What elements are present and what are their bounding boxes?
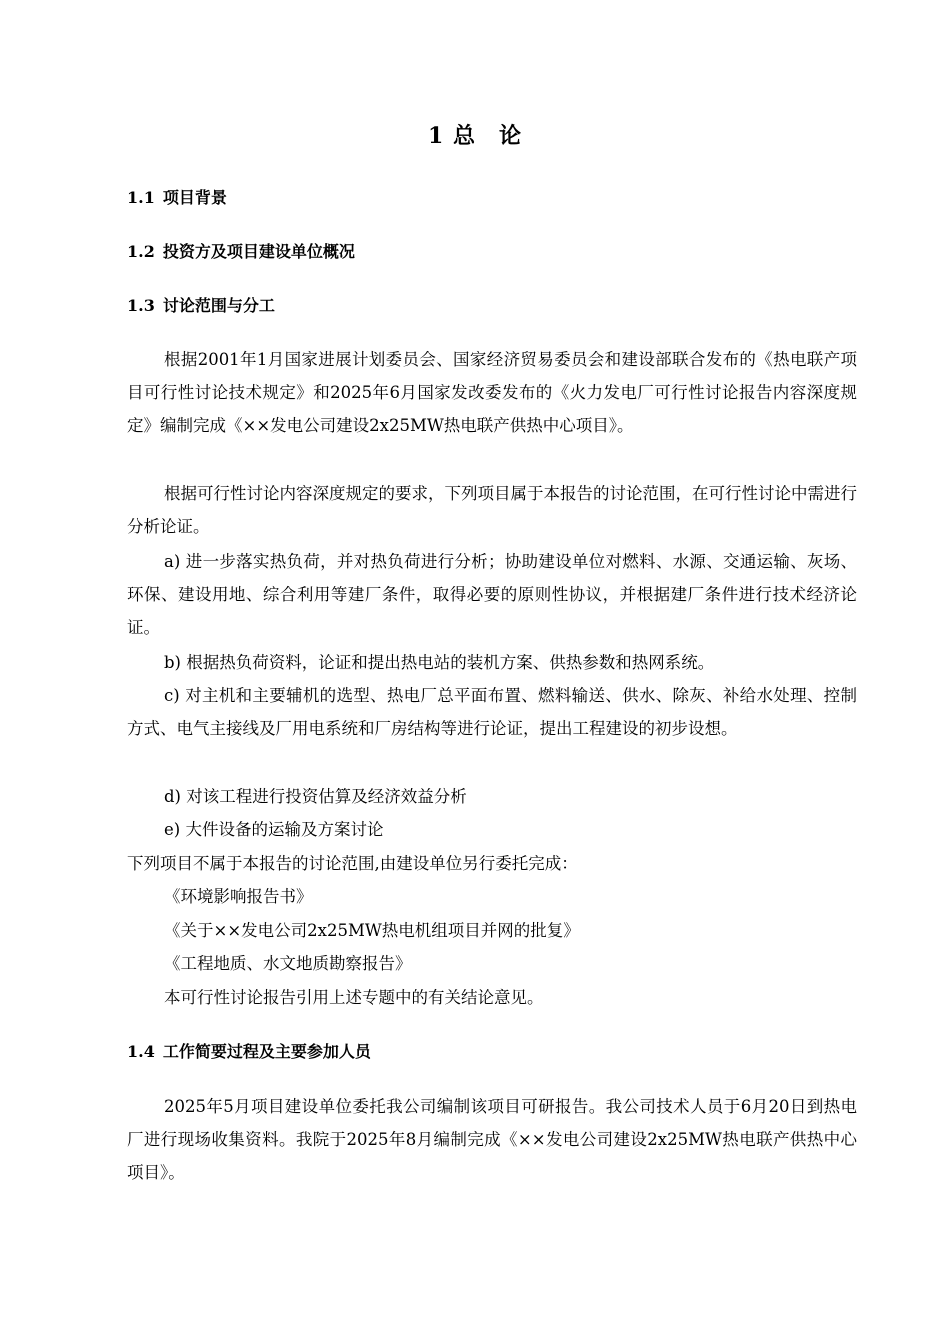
section-number: 1.1: [127, 188, 155, 207]
scope-conclusion: 本可行性讨论报告引用上述专题中的有关结论意见。: [164, 988, 544, 1007]
section-title: 项目背景: [162, 188, 227, 207]
excluded-item: 《工程地质、水文地质勘察报告》: [164, 954, 412, 973]
work-paragraph: 2025年5月项目建设单位委托我公司编制该项目可研报告。我公司技术人员于6月20日到热电厂进行现场收集资料。我院于2025年8月编制完成《××发电公司建设2x25MW热电联产供热中心项目》。: [127, 1097, 857, 1182]
scope-paragraph-1: 根据2001年1月国家进展计划委员会、国家经济贸易委员会和建设部联合发布的《热电联产项目可行性讨论技术规定》和2025年6月国家发改委发布的《火力发电厂可行性讨论报告内容深度规定》编制完成《××发电公司建设2x25MW热电联产供热中心项目》。: [127, 350, 857, 435]
excluded-item: 《环境影响报告书》: [164, 887, 313, 906]
excluded-item: 《关于××发电公司2x25MW热电机组项目并网的批复》: [164, 921, 580, 940]
scope-item-c: c) 对主机和主要辅机的选型、热电厂总平面布置、燃料输送、供水、除灰、补给水处理、控制方式、电气主接线及厂用电系统和厂房结构等进行论证，提出工程建设的初步设想。: [127, 686, 857, 738]
scope-item-b: b) 根据热负荷资料，论证和提出热电站的装机方案、供热参数和热网系统。: [164, 653, 715, 672]
scope-paragraph-2: 根据可行性讨论内容深度规定的要求，下列项目属于本报告的讨论范围，在可行性讨论中需进行分析论证。: [127, 484, 857, 536]
section-title: 工作简要过程及主要参加人员: [162, 1042, 371, 1061]
section-title: 投资方及项目建设单位概况: [162, 242, 355, 261]
section-number: 1.4: [127, 1042, 155, 1061]
section-title: 讨论范围与分工: [162, 296, 275, 315]
excluded-intro: 下列项目不属于本报告的讨论范围,由建设单位另行委托完成：: [127, 854, 578, 873]
section-heading-1-2: [127, 240, 355, 264]
section-heading-1-3: [127, 294, 275, 318]
section-heading-1-4: [127, 1040, 371, 1064]
section-number: 1.2: [127, 242, 155, 261]
chapter-title: 1 总 论: [428, 123, 522, 149]
section-heading-1-1: [127, 186, 227, 210]
scope-item-a: a) 进一步落实热负荷，并对热负荷进行分析；协助建设单位对燃料、水源、交通运输、灰场、环保、建设用地、综合利用等建厂条件，取得必要的原则性协议，并根据建厂条件进行技术经济论证。: [127, 552, 857, 637]
section-number: 1.3: [127, 296, 155, 315]
scope-item-d: d) 对该工程进行投资估算及经济效益分析: [164, 787, 467, 806]
scope-item-e: e) 大件设备的运输及方案讨论: [164, 820, 384, 839]
